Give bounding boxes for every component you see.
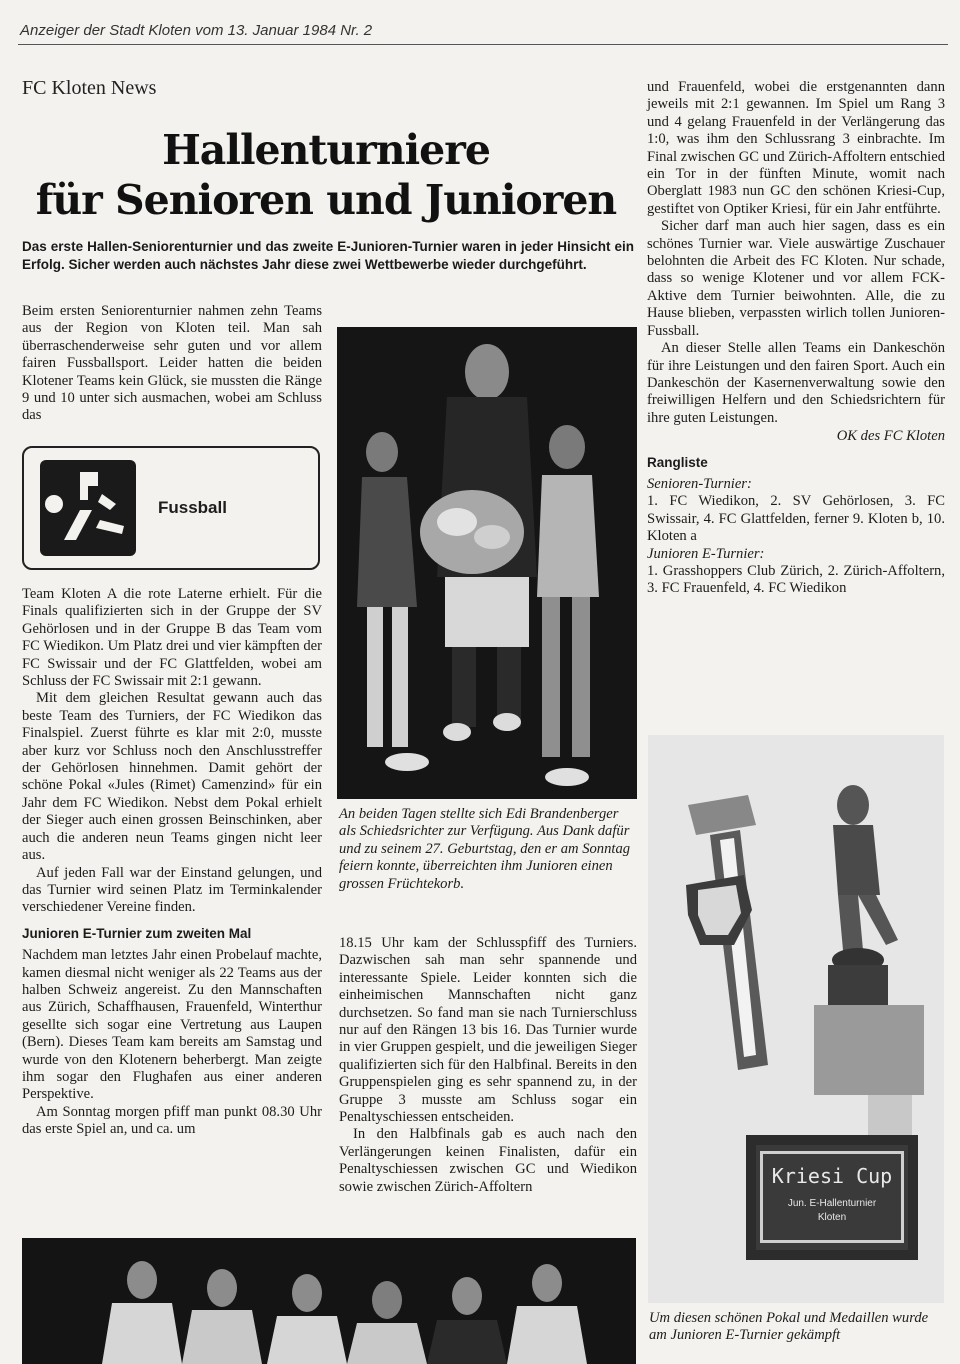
col1-para3: Mit dem gleichen Resultat gewann auch das beste Team des Turniers, der FC Wiedikon das Finalspiel. Zuerst führte es klar mit 2:0, musste aber kurz vor Schluss noch den Anschlusstreffer der Gehörlosen hinnehmen. Damit gehört der schöne Pokal «Jules (Rimet) Camenzind» für ein Jahr dem FC Wiedikon. Nebst dem Pokal erhielt der Sieger auch einen grossen Beinschinken, aber auch die anderen neun Teams gingen nicht leer aus. <box>22 690 322 864</box>
column-2-body <box>339 935 637 1196</box>
headline <box>20 125 632 225</box>
col2-para2: In den Halbfinals gab es auch nach den Verlängerungen keinen Finalisten, dafür ein Penaltyschiessen zwischen GC und Wiedikon sowie zwischen Zürich-Affoltern <box>339 1126 637 1195</box>
column-1-top <box>22 303 322 425</box>
referee-photo <box>337 327 637 799</box>
masthead: Anzeiger der Stadt Kloten vom 13. Januar 1984 Nr. 2 <box>20 22 373 39</box>
senioren-label: Senioren-Turnier: <box>647 475 752 492</box>
trophy-plaque-sub1: Jun. E-Hallenturnier <box>787 1198 877 1209</box>
fussball-pictogram-icon <box>40 460 136 556</box>
col1-para6: Am Sonntag morgen pfiff man punkt 08.30 Uhr das erste Spiel an, und ca. um <box>22 1103 322 1138</box>
team-photo <box>22 1238 636 1364</box>
col1-para4: Auf jeden Fall war der Einstand gelungen, und das Turnier wird seinen Platz im Terminkalender verschiedener Vereine finden. <box>22 864 322 916</box>
headline-line-2: für Senioren und Junioren <box>35 176 617 224</box>
junioren-results: 1. Grasshoppers Club Zürich, 2. Zürich-Affoltern, 3. FC Frauenfeld, 4. FC Wiedikon <box>647 562 945 597</box>
col1-para5: Nachdem man letztes Jahr einen Probelauf machte, kamen diesmal nicht weniger als 22 Teams aus der halben Schweiz angereist. Zu den Mannschaften aus Zürich, Schaffhausen, Frauenfeld, Winterthur gesellte sich sogar eine Vertretung aus Laupen (Bern). Dieses Team kam bereits am Samstag und wurde von den Klotenern beherbergt. Man zeigte ihm sogar den Flughafen aus einer anderen Perspektive. <box>22 947 322 1103</box>
col2-para1: 18.15 Uhr kam der Schlusspfiff des Turniers. Dazwischen sah man sehr spannende und interessante Spiele. Leider konnten sich die einheimischen Mannschaften nicht ganz durchsetzen. So fand man sie nach Turnierschluss nur auf den Rängen 13 bis 16. Das Turnier wurde in vier Gruppen gespielt, und die jeweiligen Sieger qualifizierten sich für den Halbfinal. Bereits in den Gruppenspielen ging es sehr spannend zu, in der Gruppe 3 musste am Schluss sogar ein Penaltyschiessen entscheiden. <box>339 935 637 1126</box>
headline-line-1: Hallenturniere <box>162 126 490 174</box>
col3-para1: und Frauenfeld, wobei die erstgenannten dann jeweils mit 2:1 gewannen. Im Spiel um Rang 3 und 4 gelang Frauenfeld in der Verlängerung das 1:0, was ihm den Schlussrang 3 einbrachte. Im Final zwischen GC und Zürich-Affoltern entschied ein Tor in der fünften Minute, womit nach Oberglatt 1983 nun GC den schönen Kriesi-Cup, gestiftet von Optiker Kriesi, für ein Jahr entführte. <box>647 79 945 217</box>
column-3-body <box>647 79 945 598</box>
rangliste-title: Rangliste <box>647 454 708 470</box>
referee-photo-caption: An beiden Tagen stellte sich Edi Brandenberger als Schiedsrichter zur Verfügung. Aus Dank dafür und zu seinem 27. Geburtstag, den er am Sonntag feiern konnte, überreichten ihm Junioren einen grossen Früchtekorb. <box>339 806 631 892</box>
junioren-label: Junioren E-Turnier: <box>647 545 765 562</box>
senioren-results: 1. FC Wiedikon, 2. SV Gehörlosen, 3. FC Swissair, 4. FC Glattfelden, ferner 9. Kloten b, 10. Kloten a <box>647 493 945 545</box>
col3-para3: An dieser Stelle allen Teams ein Dankeschön für ihre Leistungen und den fairen Sport. Auch ein Dankeschön der Kasernenverwaltung sowie den freiwilligen Helfern und den Schiedsrichtern für ihre guten Leistungen. <box>647 340 945 426</box>
trophy-plaque-sub2: Kloten <box>817 1212 847 1223</box>
trophy-photo <box>648 735 944 1303</box>
trophy-plaque <box>760 1151 904 1243</box>
subhead-junioren: Junioren E-Turnier zum zweiten Mal <box>22 925 252 941</box>
lead-paragraph: Das erste Hallen-Seniorenturnier und das zweite E-Junioren-Turnier waren in jeder Hinsicht ein Erfolg. Sicher werden auch nächstes Jahr diese zwei Wettbewerbe wieder durchgeführt. <box>22 239 634 272</box>
trophy-photo-caption: Um diesen schönen Pokal und Medaillen wurde am Junioren E-Turnier gekämpft <box>649 1310 929 1344</box>
col1-para1: Beim ersten Seniorenturnier nahmen zehn Teams aus der Region von Kloten teil. Man sah überraschenderweise sehr guten und vor allem fairen Fussballsport. Leider hatten die beiden Klotener Teams kein Glück, sie mussten die Ränge 9 und 10 unter sich ausmachen, wobei am Schluss das <box>22 303 322 424</box>
trophy-plaque-title: Kriesi Cup <box>771 1164 893 1188</box>
column-1-body <box>22 586 322 1139</box>
signature: OK des FC Kloten <box>836 428 945 445</box>
fussball-label: Fussball <box>158 498 227 517</box>
masthead-rule <box>18 44 948 45</box>
section-title: FC Kloten News <box>22 77 157 99</box>
fussball-logo-box <box>22 446 320 570</box>
col1-para2: Team Kloten A die rote Laterne erhielt. Für die Finals qualifizierten sich in der Gruppe der SV Gehörlosen und in der Gruppe B das Team vom FC Wiedikon. Um Platz drei und vier kämpften der FC Swissair und der FC Glattfelden, wobei am Schluss der FC Swissair mit 2:1 gewann. <box>22 586 322 690</box>
col3-para2: Sicher darf man auch hier sagen, dass es ein schönes Turnier war. Viele auswärtige Zuschauer belohnten die Arbeit des FC Kloten. Nur schade, dass so wenige Klotener und vor allem FCK-Aktive dem Turnier beiwohnten. Alle, die zu Hause blieben, verpassten wirlich tollen Junioren-Fussball. <box>647 218 945 339</box>
